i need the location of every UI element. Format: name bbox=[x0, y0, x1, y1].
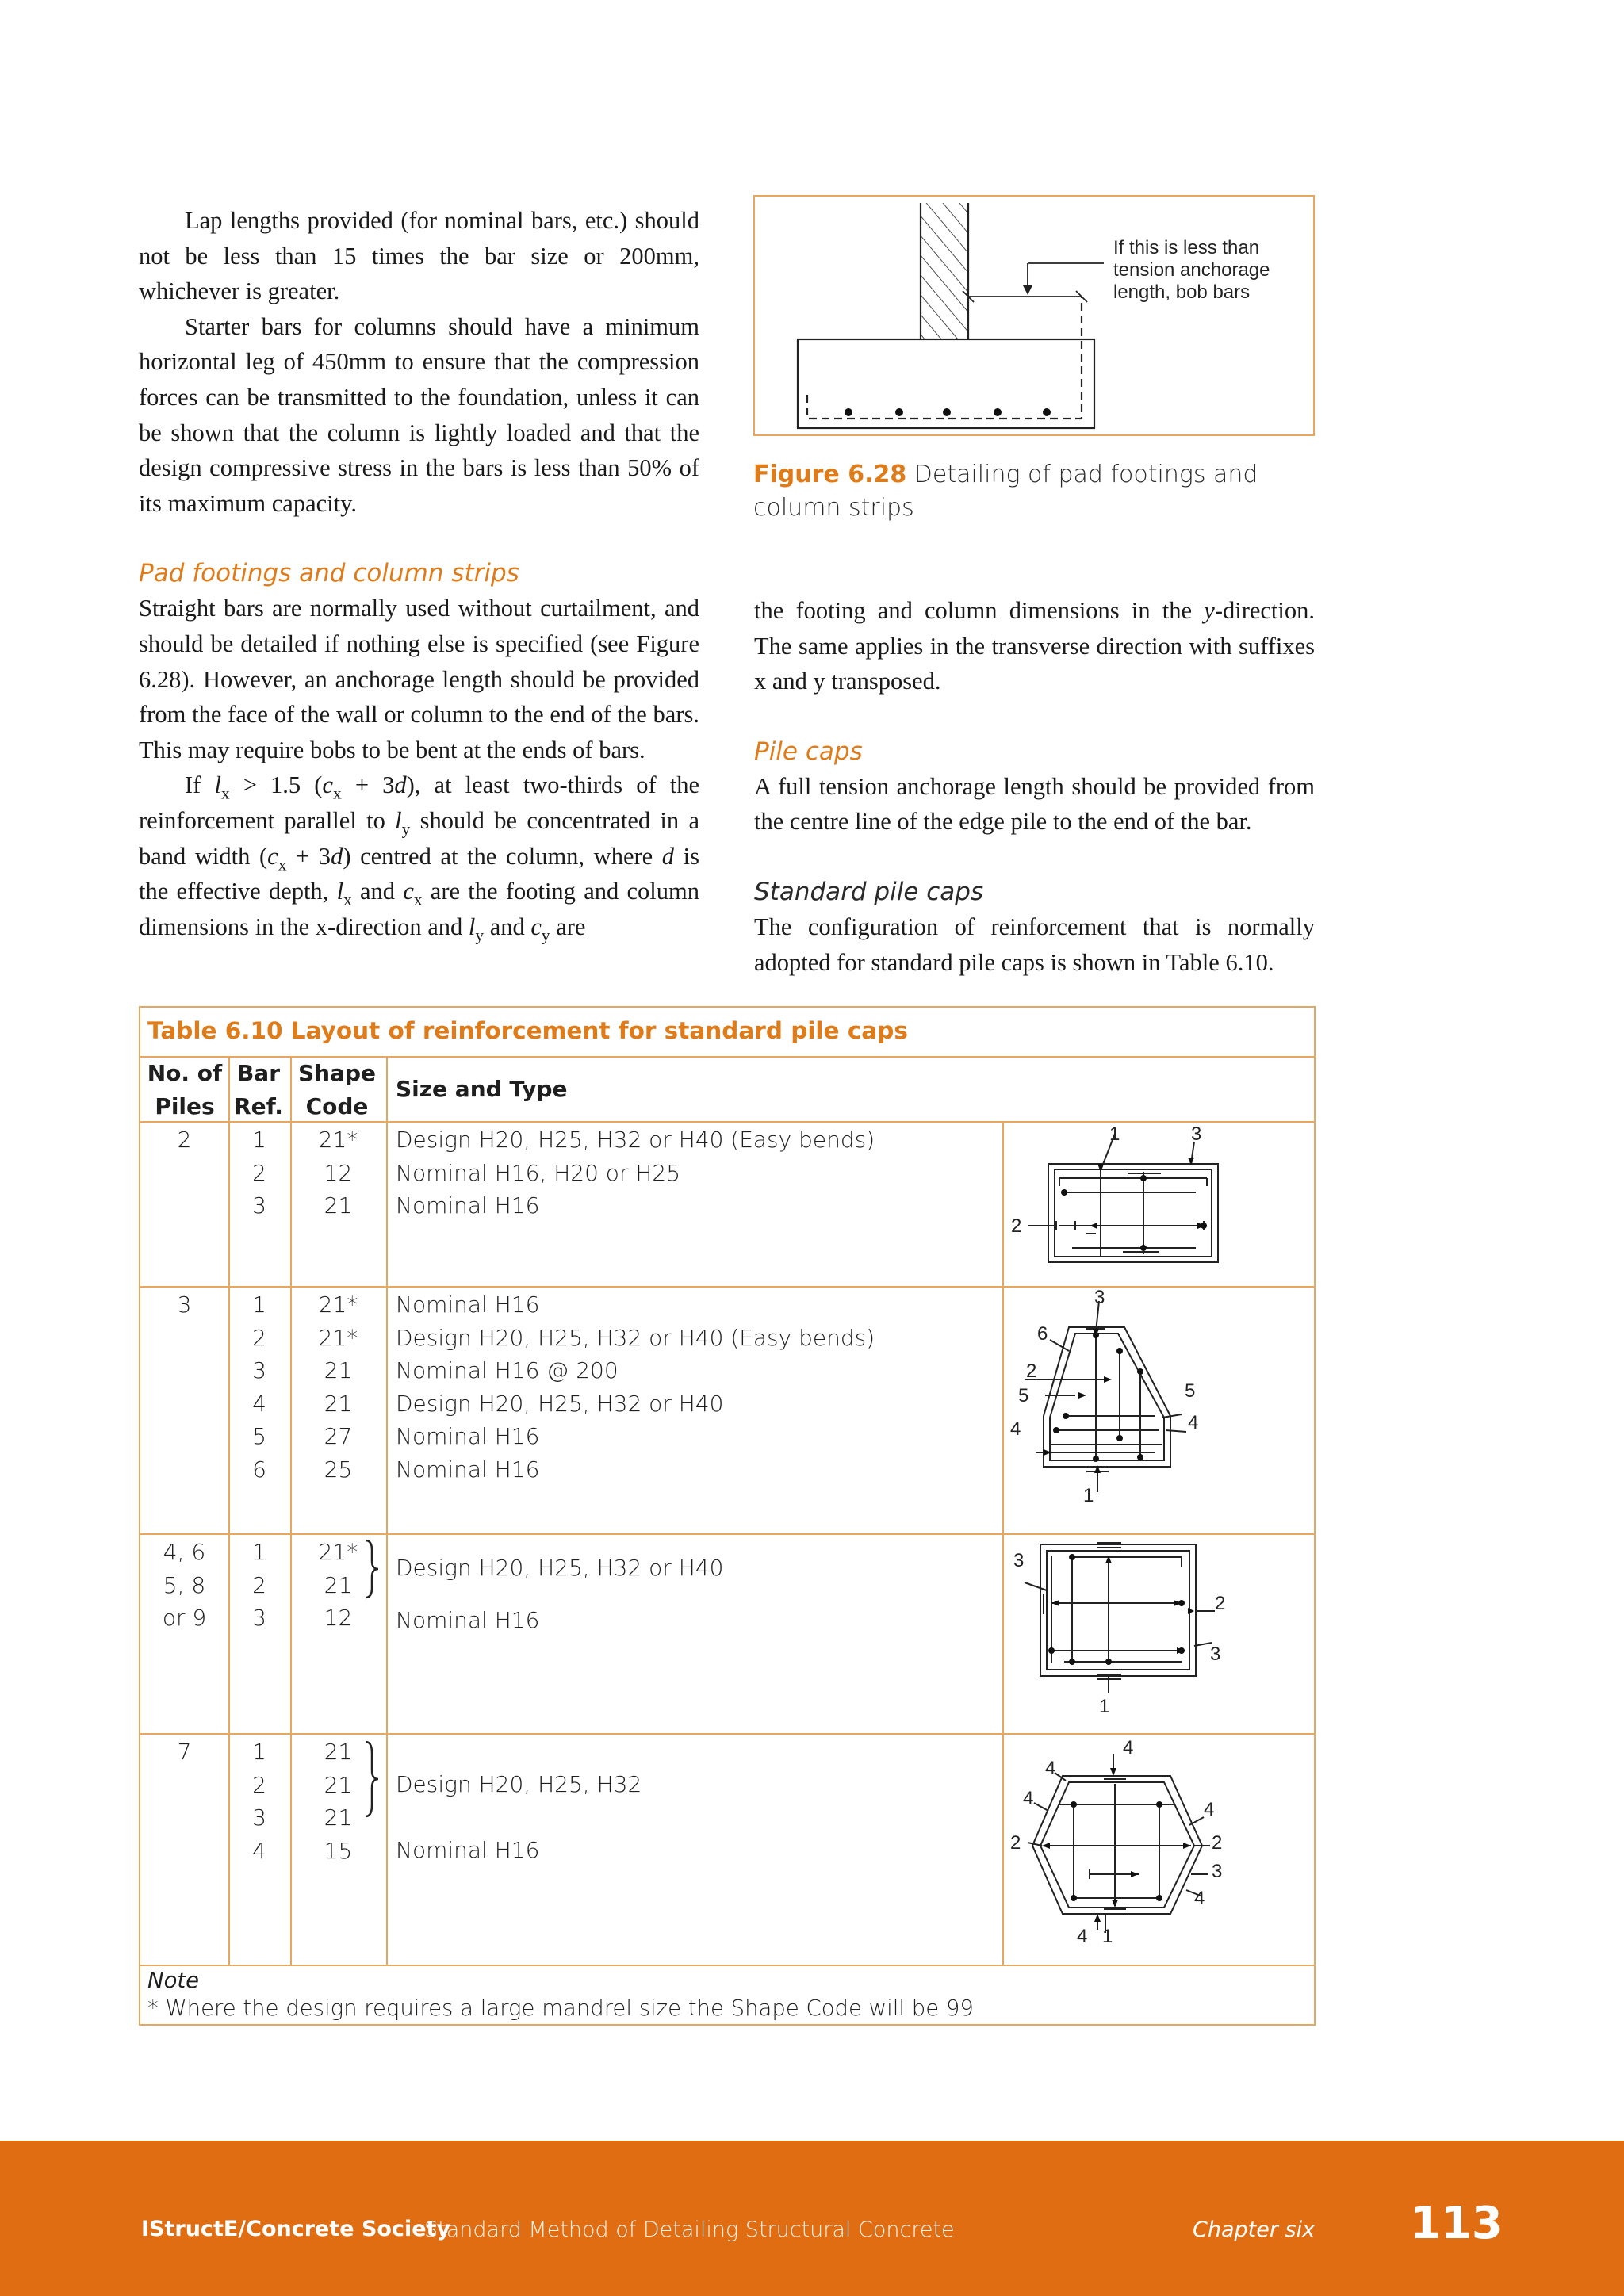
figure-annotation-line3: length, bob bars bbox=[1113, 281, 1251, 303]
row1-sizes: Design H20, H25, H32 or H40 (Easy bends) Nominal H16, H20 or H25 Nominal H16 bbox=[396, 1127, 875, 1219]
bottom-bars bbox=[845, 408, 1051, 416]
figure-annotation-line1: If this is less than bbox=[1113, 237, 1260, 258]
row4-brace-icon bbox=[362, 1739, 380, 1820]
row3-size-a: Design H20, H25, H32 or H40 bbox=[396, 1555, 724, 1581]
page-footer bbox=[0, 2141, 1624, 2296]
table-title: Table 6.10 Layout of reinforcement for standard pile caps bbox=[147, 1017, 908, 1044]
paragraph-straight-bars: Straight bars are normally used without curtailment, and should be detailed if nothing else is specified (see Figure 6.28). However, an anchorage length should be provided from the face of the wall or column to the end of the bars. This may require bobs to be bent at the ends of bars. bbox=[139, 595, 699, 763]
left-column bbox=[139, 203, 699, 944]
diagram-7-piles bbox=[1004, 1735, 1315, 1964]
paragraph-y-direction: the footing and column dimensions in the y-direction. The same applies in the transverse direction with suffixes x and y transposed. bbox=[754, 597, 1315, 695]
row2-bar-refs: 1 2 3 4 5 6 bbox=[252, 1292, 266, 1483]
diagram-2-label-3: 3 bbox=[1191, 1123, 1202, 1145]
note-title: Note bbox=[147, 1968, 200, 1993]
diagram-3-piles bbox=[1004, 1288, 1315, 1533]
diagram-2-label-2: 2 bbox=[1011, 1215, 1022, 1237]
diagram-3-label-1: 1 bbox=[1083, 1485, 1094, 1506]
diagram-4-label-2: 2 bbox=[1215, 1593, 1226, 1614]
diagram-7-label-4-ul: 4 bbox=[1045, 1758, 1056, 1779]
diagram-7-label-4-b: 4 bbox=[1077, 1926, 1088, 1947]
row3-bar-refs: 1 2 3 bbox=[252, 1539, 266, 1631]
table-rule bbox=[386, 1057, 388, 1965]
table-6-10 bbox=[139, 1006, 1316, 2026]
footer-chapter: Chapter six bbox=[1193, 2218, 1316, 2242]
diagram-3-label-4b: 4 bbox=[1188, 1412, 1199, 1433]
row4-shape-codes: 21 21 21 15 bbox=[324, 1739, 353, 1864]
row4-piles: 7 bbox=[177, 1739, 192, 1765]
page-number: 113 bbox=[1410, 2198, 1503, 2249]
row2-sizes: Nominal H16 Design H20, H25, H32 or H40 (Easy bends) Nominal H16 @ 200 Design H20, H25, H32 or H40 Nominal H16 Nominal H16 bbox=[396, 1292, 875, 1483]
diagram-2-label-1: 1 bbox=[1109, 1123, 1120, 1145]
paragraph-standard-pile-caps: The configuration of reinforcement that is normally adopted for standard pile caps is shown in Table 6.10. bbox=[754, 913, 1315, 976]
paragraph-pile-caps: A full tension anchorage length should be provided from the centre line of the edge pile to the end of the bar. bbox=[754, 772, 1315, 836]
table-rule bbox=[140, 1965, 1314, 1966]
column-hatch bbox=[921, 203, 968, 339]
header-no-of-piles: No. of Piles bbox=[147, 1060, 223, 1119]
diagram-7-label-2-l: 2 bbox=[1010, 1832, 1021, 1854]
paragraph-lap-lengths: Lap lengths provided (for nominal bars, etc.) should not be less than 15 times the bar size or 200mm, whichever is greater. bbox=[139, 207, 699, 305]
row3-shape-codes: 21* 21 12 bbox=[318, 1539, 358, 1631]
diagram-4-label-3b: 3 bbox=[1210, 1644, 1221, 1665]
header-shape-code: Shape Code bbox=[297, 1060, 377, 1119]
figure-caption: Figure 6.28 Detailing of pad footings and column strips bbox=[753, 461, 1258, 522]
footer-book-title: Standard Method of Detailing Structural Concrete bbox=[424, 2218, 955, 2242]
row1-bar-refs: 1 2 3 bbox=[252, 1127, 266, 1219]
diagram-3-label-2: 2 bbox=[1026, 1360, 1037, 1382]
diagram-3-label-4: 4 bbox=[1010, 1418, 1021, 1440]
diagram-7-label-1: 1 bbox=[1102, 1926, 1113, 1947]
row3-piles: 4, 6 5, 8 or 9 bbox=[162, 1539, 207, 1631]
diagram-3-label-3: 3 bbox=[1094, 1288, 1105, 1308]
diagram-4-9-piles bbox=[1004, 1535, 1315, 1732]
diagram-3-label-6: 6 bbox=[1037, 1323, 1048, 1345]
paragraph-starter-bars: Starter bars for columns should have a minimum horizontal leg of 450mm to ensure that the compression forces can be transmitted to the foundation, unless it can be shown that the column is lightly loaded and that the design compressive stress in the bars is less than 50% of its maximum capacity. bbox=[139, 312, 699, 517]
diagram-2-piles bbox=[1004, 1123, 1315, 1285]
diagram-7-label-4-top: 4 bbox=[1123, 1737, 1134, 1758]
row3-size-b: Nominal H16 bbox=[396, 1607, 540, 1633]
note-text: * Where the design requires a large mandrel size the Shape Code will be 99 bbox=[147, 1996, 974, 2021]
row4-size-b: Nominal H16 bbox=[396, 1837, 540, 1863]
header-bar-ref: Bar Ref. bbox=[234, 1060, 283, 1119]
diagram-7-label-2-r: 2 bbox=[1212, 1832, 1223, 1854]
diagram-3-label-5b: 5 bbox=[1185, 1380, 1196, 1402]
paragraph-band-width: If $l_x > 1.5$ $(c_x + 3d)$, at least two-thirds of the reinforcement parallel to $l_y$ should be concentrated in a band width $(c_x + 3d)$ centred at the column, where d is the effective depth, $l_x$ and $c_x$ are the footing and column dimensions in the x-direction and $l_y$ and $c_y$ are bbox=[139, 771, 700, 945]
figure-label: Figure 6.28 bbox=[753, 461, 907, 488]
heading-standard-pile-caps: Standard pile caps bbox=[754, 877, 984, 906]
diagram-4-label-1: 1 bbox=[1099, 1696, 1110, 1717]
header-size-and-type: Size and Type bbox=[396, 1076, 568, 1102]
diagram-7-label-4-l: 4 bbox=[1023, 1788, 1034, 1809]
figure-annotation-line2: tension anchorage bbox=[1113, 259, 1270, 281]
row1-shape-codes: 21* 12 21 bbox=[318, 1127, 358, 1219]
table-note bbox=[147, 1967, 974, 2022]
row1-piles: 2 bbox=[177, 1127, 192, 1153]
diagram-4-label-3: 3 bbox=[1013, 1550, 1025, 1571]
footer-organisation: IStructE/Concrete Society bbox=[141, 2217, 451, 2241]
row4-bar-refs: 1 2 3 4 bbox=[252, 1739, 266, 1864]
diagram-7-label-4-r: 4 bbox=[1204, 1799, 1215, 1820]
diagram-3-label-5: 5 bbox=[1018, 1385, 1029, 1406]
diagram-7-label-3: 3 bbox=[1212, 1861, 1223, 1882]
right-column bbox=[754, 593, 1315, 980]
row2-shape-codes: 21* 21* 21 21 27 25 bbox=[318, 1292, 358, 1483]
row2-piles: 3 bbox=[177, 1292, 192, 1318]
figure-6-28-frame bbox=[753, 195, 1315, 436]
pad-footing-diagram bbox=[755, 197, 1313, 434]
row3-brace-icon bbox=[362, 1537, 380, 1601]
row4-size-a: Design H20, H25, H32 bbox=[396, 1771, 642, 1797]
heading-pad-footings: Pad footings and column strips bbox=[139, 559, 519, 588]
heading-pile-caps: Pile caps bbox=[754, 737, 863, 766]
diagram-7-label-4-br: 4 bbox=[1194, 1888, 1205, 1909]
